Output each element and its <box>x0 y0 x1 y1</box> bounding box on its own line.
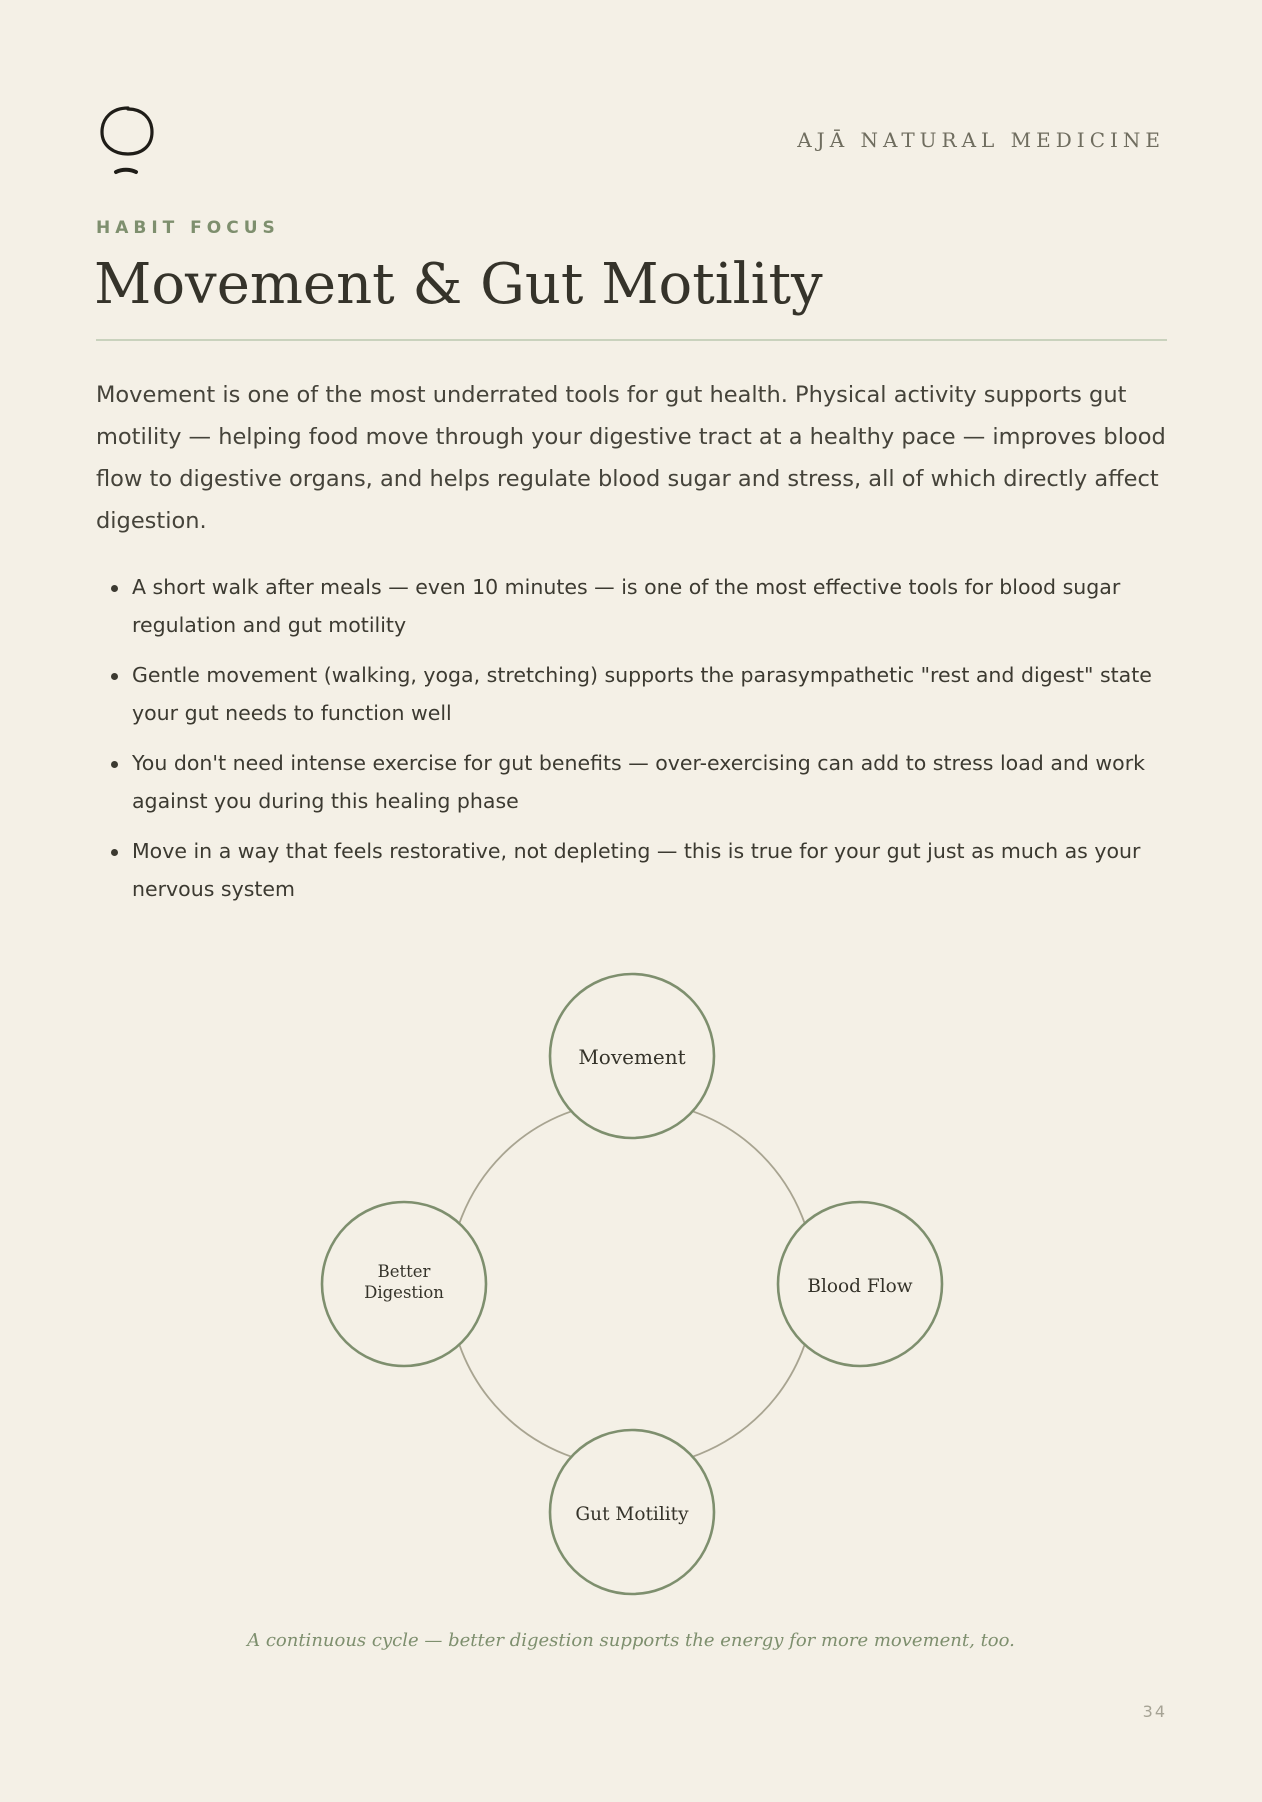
node-label: Better <box>377 1262 431 1281</box>
list-item: Move in a way that feels restorative, not depleting — this is true for your gut just as much as your nervous system <box>96 832 1176 908</box>
page-number: 34 <box>1142 1702 1167 1721</box>
list-item: A short walk after meals — even 10 minutes — is one of the most effective tools for blood sugar regulation and gut motility <box>96 568 1176 644</box>
list-item: Gentle movement (walking, yoga, stretching) supports the parasympathetic "rest and digest" state your gut needs to function well <box>96 656 1176 732</box>
node-label: Blood Flow <box>807 1276 913 1297</box>
cycle-node-blood-flow <box>778 1202 942 1366</box>
diagram-caption: A continuous cycle — better digestion supports the energy for more movement, too. <box>247 1630 1015 1651</box>
title-divider <box>96 339 1167 341</box>
node-label: Gut Motility <box>575 1504 689 1525</box>
page-title: Movement & Gut Motility <box>94 252 823 317</box>
node-label: Movement <box>578 1045 686 1069</box>
intro-paragraph: Movement is one of the most underrated tools for gut health. Physical activity supports gut motility — helping food move through your digestive tract at a healthy pace — improves blood flow to digestive organs, and helps regulate blood sugar and stress, all of which directly affect digestion. <box>96 382 1166 534</box>
cycle-ring <box>449 1101 815 1467</box>
node-label: Digestion <box>364 1283 444 1302</box>
cycle-diagram <box>0 960 1262 1610</box>
cycle-node-movement <box>550 974 714 1138</box>
section-eyebrow: HABIT FOCUS <box>96 218 280 238</box>
enso-circle-icon <box>98 104 158 176</box>
benefit-list <box>96 568 1176 920</box>
cycle-node-better-digestion <box>322 1202 486 1366</box>
brand-name: AJĀ NATURAL MEDICINE <box>797 128 1165 152</box>
list-item: You don't need intense exercise for gut benefits — over-exercising can add to stress load and work against you during this healing phase <box>96 744 1176 820</box>
cycle-node-gut-motility <box>550 1430 714 1594</box>
